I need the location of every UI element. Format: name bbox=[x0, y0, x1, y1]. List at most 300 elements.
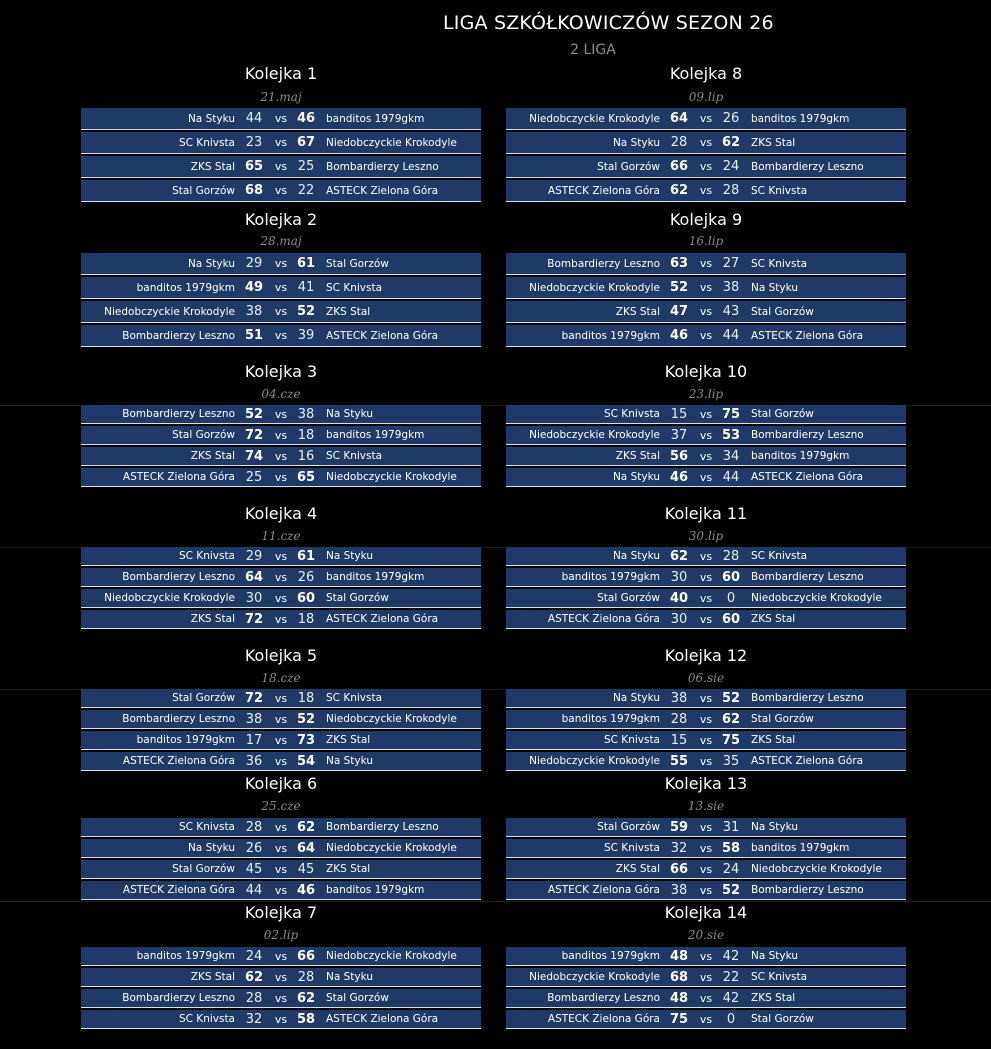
vs-label: vs bbox=[699, 550, 713, 563]
home-team: banditos 1979gkm bbox=[561, 950, 660, 962]
vs-label: vs bbox=[699, 408, 713, 421]
away-score: 28 bbox=[722, 183, 740, 198]
home-team: ZKS Stal bbox=[615, 863, 660, 875]
away-score: 18 bbox=[297, 428, 315, 443]
home-team: Stal Gorzów bbox=[172, 185, 235, 197]
round-title: Kolejka 12 bbox=[664, 646, 748, 665]
home-team: ZKS Stal bbox=[615, 450, 660, 462]
away-team: SC Knivsta bbox=[751, 971, 808, 983]
vs-label: vs bbox=[699, 842, 713, 855]
match-row bbox=[506, 447, 906, 466]
round-title: Kolejka 5 bbox=[244, 646, 318, 665]
home-team: ASTECK Zielona Góra bbox=[122, 884, 235, 896]
away-score: 75 bbox=[721, 733, 741, 748]
vs-label: vs bbox=[699, 971, 713, 984]
vs-label: vs bbox=[699, 471, 713, 484]
home-score: 46 bbox=[669, 470, 689, 485]
vs-label: vs bbox=[274, 471, 288, 484]
match-row bbox=[506, 710, 906, 729]
away-score: 60 bbox=[721, 612, 741, 627]
home-team: ZKS Stal bbox=[190, 971, 235, 983]
away-score: 22 bbox=[722, 970, 740, 985]
away-score: 61 bbox=[296, 549, 316, 564]
home-team: banditos 1979gkm bbox=[136, 950, 235, 962]
home-team: Niedobczyckie Krokodyle bbox=[529, 429, 660, 441]
away-score: 41 bbox=[297, 280, 315, 295]
vs-label: vs bbox=[274, 305, 288, 318]
away-team: ZKS Stal bbox=[751, 613, 796, 625]
away-score: 45 bbox=[297, 862, 315, 877]
away-score: 52 bbox=[296, 304, 316, 319]
home-score: 28 bbox=[670, 135, 688, 150]
match-row bbox=[81, 301, 481, 323]
away-score: 18 bbox=[297, 612, 315, 627]
away-score: 73 bbox=[296, 733, 316, 748]
vs-label: vs bbox=[274, 136, 288, 149]
home-team: Bombardierzy Leszno bbox=[547, 992, 660, 1004]
away-score: 44 bbox=[722, 470, 740, 485]
home-score: 15 bbox=[670, 733, 688, 748]
round-date: 30.lip bbox=[688, 529, 724, 543]
match-row bbox=[506, 989, 906, 1008]
home-score: 63 bbox=[669, 256, 689, 271]
round-title: Kolejka 9 bbox=[669, 210, 743, 229]
round-date: 09.lip bbox=[688, 90, 724, 104]
away-score: 60 bbox=[296, 591, 316, 606]
away-team: banditos 1979gkm bbox=[326, 884, 425, 896]
vs-label: vs bbox=[274, 257, 288, 270]
match-row bbox=[81, 405, 481, 424]
home-team: banditos 1979gkm bbox=[561, 713, 660, 725]
home-team: banditos 1979gkm bbox=[561, 571, 660, 583]
away-team: Bombardierzy Leszno bbox=[326, 161, 439, 173]
home-team: Bombardierzy Leszno bbox=[547, 258, 660, 270]
round-date: 06.sie bbox=[687, 671, 725, 685]
home-score: 68 bbox=[669, 970, 689, 985]
away-score: 31 bbox=[722, 820, 740, 835]
home-team: SC Knivsta bbox=[178, 1013, 235, 1025]
home-team: banditos 1979gkm bbox=[561, 330, 660, 342]
home-team: ZKS Stal bbox=[190, 161, 235, 173]
match-row bbox=[506, 1010, 906, 1029]
away-score: 62 bbox=[296, 820, 316, 835]
home-score: 49 bbox=[244, 280, 264, 295]
away-score: 26 bbox=[722, 111, 740, 126]
away-score: 28 bbox=[722, 549, 740, 564]
vs-label: vs bbox=[274, 755, 288, 768]
away-score: 52 bbox=[721, 691, 741, 706]
match-row bbox=[506, 589, 906, 608]
round-date: 04.cze bbox=[261, 387, 301, 401]
away-score: 75 bbox=[721, 407, 741, 422]
away-score: 42 bbox=[722, 991, 740, 1006]
away-score: 62 bbox=[721, 135, 741, 150]
match-row bbox=[506, 301, 906, 323]
home-score: 32 bbox=[245, 1012, 263, 1027]
away-team: Bombardierzy Leszno bbox=[326, 821, 439, 833]
match-row bbox=[81, 132, 481, 154]
away-score: 39 bbox=[297, 328, 315, 343]
home-score: 28 bbox=[245, 820, 263, 835]
home-score: 30 bbox=[245, 591, 263, 606]
match-row bbox=[81, 818, 481, 837]
away-score: 26 bbox=[297, 570, 315, 585]
away-score: 67 bbox=[296, 135, 316, 150]
home-score: 51 bbox=[244, 328, 264, 343]
round-date: 25.cze bbox=[261, 799, 301, 813]
vs-label: vs bbox=[699, 863, 713, 876]
away-team: SC Knivsta bbox=[326, 450, 383, 462]
vs-label: vs bbox=[699, 112, 713, 125]
away-score: 61 bbox=[296, 256, 316, 271]
home-team: banditos 1979gkm bbox=[136, 734, 235, 746]
home-score: 66 bbox=[669, 862, 689, 877]
home-score: 36 bbox=[245, 754, 263, 769]
round-title: Kolejka 2 bbox=[244, 210, 318, 229]
vs-label: vs bbox=[699, 281, 713, 294]
home-score: 47 bbox=[669, 304, 689, 319]
away-score: 46 bbox=[296, 111, 316, 126]
home-score: 74 bbox=[244, 449, 264, 464]
match-row bbox=[506, 132, 906, 154]
away-team: ASTECK Zielona Góra bbox=[751, 330, 864, 342]
home-score: 29 bbox=[245, 549, 263, 564]
round-date: 20.sie bbox=[687, 928, 725, 942]
away-score: 34 bbox=[722, 449, 740, 464]
away-score: 52 bbox=[296, 712, 316, 727]
vs-label: vs bbox=[274, 692, 288, 705]
away-team: ZKS Stal bbox=[326, 306, 371, 318]
home-score: 46 bbox=[669, 328, 689, 343]
away-team: banditos 1979gkm bbox=[326, 571, 425, 583]
vs-label: vs bbox=[274, 884, 288, 897]
vs-label: vs bbox=[274, 450, 288, 463]
match-row bbox=[506, 731, 906, 750]
home-team: SC Knivsta bbox=[603, 734, 660, 746]
away-score: 46 bbox=[296, 883, 316, 898]
away-team: Stal Gorzów bbox=[751, 306, 814, 318]
home-team: ZKS Stal bbox=[615, 306, 660, 318]
match-row bbox=[81, 710, 481, 729]
vs-label: vs bbox=[274, 329, 288, 342]
home-team: Niedobczyckie Krokodyle bbox=[104, 306, 235, 318]
away-score: 0 bbox=[726, 1012, 736, 1027]
home-score: 38 bbox=[670, 691, 688, 706]
home-score: 62 bbox=[669, 549, 689, 564]
home-team: Bombardierzy Leszno bbox=[122, 713, 235, 725]
home-score: 64 bbox=[244, 570, 264, 585]
away-team: ASTECK Zielona Góra bbox=[326, 330, 439, 342]
home-score: 48 bbox=[669, 949, 689, 964]
match-row bbox=[81, 253, 481, 275]
home-team: ASTECK Zielona Góra bbox=[547, 1013, 660, 1025]
match-row bbox=[506, 426, 906, 445]
away-team: Bombardierzy Leszno bbox=[751, 571, 864, 583]
vs-label: vs bbox=[699, 692, 713, 705]
match-row bbox=[81, 589, 481, 608]
home-team: Na Styku bbox=[187, 258, 235, 270]
match-row bbox=[506, 547, 906, 566]
home-team: SC Knivsta bbox=[603, 842, 660, 854]
vs-label: vs bbox=[699, 136, 713, 149]
away-team: Niedobczyckie Krokodyle bbox=[751, 592, 882, 604]
match-row bbox=[81, 108, 481, 130]
home-team: ZKS Stal bbox=[190, 450, 235, 462]
home-team: ASTECK Zielona Góra bbox=[547, 185, 660, 197]
away-team: ZKS Stal bbox=[326, 734, 371, 746]
match-row bbox=[81, 568, 481, 587]
home-score: 15 bbox=[670, 407, 688, 422]
home-score: 52 bbox=[244, 407, 264, 422]
vs-label: vs bbox=[699, 1013, 713, 1026]
away-team: ASTECK Zielona Góra bbox=[326, 185, 439, 197]
away-team: Niedobczyckie Krokodyle bbox=[751, 863, 882, 875]
away-score: 66 bbox=[296, 949, 316, 964]
home-score: 37 bbox=[670, 428, 688, 443]
home-team: ASTECK Zielona Góra bbox=[122, 755, 235, 767]
match-row bbox=[506, 818, 906, 837]
page-title: LIGA SZKÓŁKOWICZÓW SEZON 26 bbox=[443, 12, 774, 34]
away-score: 52 bbox=[721, 883, 741, 898]
match-row bbox=[81, 180, 481, 202]
away-team: ZKS Stal bbox=[751, 137, 796, 149]
away-team: Bombardierzy Leszno bbox=[751, 429, 864, 441]
home-score: 38 bbox=[245, 304, 263, 319]
match-row bbox=[81, 989, 481, 1008]
away-team: Stal Gorzów bbox=[751, 1013, 814, 1025]
home-team: Stal Gorzów bbox=[597, 161, 660, 173]
match-row bbox=[81, 426, 481, 445]
away-team: Niedobczyckie Krokodyle bbox=[326, 713, 457, 725]
match-row bbox=[81, 947, 481, 966]
round-title: Kolejka 10 bbox=[664, 362, 748, 381]
match-row bbox=[506, 860, 906, 879]
home-team: Na Styku bbox=[612, 550, 660, 562]
vs-label: vs bbox=[274, 160, 288, 173]
round-title: Kolejka 7 bbox=[244, 903, 318, 922]
vs-label: vs bbox=[274, 950, 288, 963]
round-title: Kolejka 11 bbox=[664, 504, 748, 523]
away-score: 27 bbox=[722, 256, 740, 271]
match-row bbox=[506, 180, 906, 202]
vs-label: vs bbox=[699, 592, 713, 605]
away-team: Bombardierzy Leszno bbox=[751, 692, 864, 704]
away-score: 58 bbox=[296, 1012, 316, 1027]
match-row bbox=[81, 752, 481, 771]
vs-label: vs bbox=[699, 713, 713, 726]
home-score: 48 bbox=[669, 991, 689, 1006]
match-row bbox=[506, 839, 906, 858]
round-title: Kolejka 14 bbox=[664, 903, 748, 922]
match-row bbox=[506, 156, 906, 178]
home-team: Bombardierzy Leszno bbox=[122, 330, 235, 342]
away-score: 25 bbox=[297, 159, 315, 174]
home-score: 24 bbox=[245, 949, 263, 964]
vs-label: vs bbox=[699, 992, 713, 1005]
away-team: Bombardierzy Leszno bbox=[751, 884, 864, 896]
match-row bbox=[506, 468, 906, 487]
home-team: Stal Gorzów bbox=[172, 863, 235, 875]
match-row bbox=[81, 881, 481, 900]
away-team: banditos 1979gkm bbox=[751, 450, 850, 462]
home-score: 45 bbox=[245, 862, 263, 877]
away-score: 42 bbox=[722, 949, 740, 964]
match-row bbox=[81, 731, 481, 750]
vs-label: vs bbox=[274, 971, 288, 984]
round-date: 02.lip bbox=[263, 928, 299, 942]
vs-label: vs bbox=[699, 429, 713, 442]
vs-label: vs bbox=[274, 863, 288, 876]
home-score: 72 bbox=[244, 612, 264, 627]
away-score: 64 bbox=[296, 841, 316, 856]
match-row bbox=[506, 689, 906, 708]
away-team: banditos 1979gkm bbox=[326, 429, 425, 441]
home-team: ASTECK Zielona Góra bbox=[122, 471, 235, 483]
away-score: 62 bbox=[296, 991, 316, 1006]
match-row bbox=[506, 108, 906, 130]
round-title: Kolejka 6 bbox=[244, 774, 318, 793]
away-team: Stal Gorzów bbox=[326, 258, 389, 270]
home-team: Stal Gorzów bbox=[597, 592, 660, 604]
away-team: Na Styku bbox=[751, 950, 799, 962]
match-row bbox=[506, 277, 906, 299]
home-team: Stal Gorzów bbox=[172, 429, 235, 441]
home-team: Stal Gorzów bbox=[172, 692, 235, 704]
away-score: 18 bbox=[297, 691, 315, 706]
vs-label: vs bbox=[699, 184, 713, 197]
away-score: 65 bbox=[296, 470, 316, 485]
home-score: 32 bbox=[670, 841, 688, 856]
away-score: 35 bbox=[722, 754, 740, 769]
vs-label: vs bbox=[699, 755, 713, 768]
home-score: 65 bbox=[244, 159, 264, 174]
away-team: Na Styku bbox=[326, 408, 374, 420]
home-team: Na Styku bbox=[612, 692, 660, 704]
home-team: Na Styku bbox=[612, 471, 660, 483]
home-score: 56 bbox=[669, 449, 689, 464]
round-date: 28.maj bbox=[260, 234, 302, 248]
vs-label: vs bbox=[274, 734, 288, 747]
home-score: 59 bbox=[669, 820, 689, 835]
match-row bbox=[81, 277, 481, 299]
home-team: SC Knivsta bbox=[178, 821, 235, 833]
match-row bbox=[506, 968, 906, 987]
away-team: ASTECK Zielona Góra bbox=[326, 1013, 439, 1025]
vs-label: vs bbox=[274, 571, 288, 584]
away-score: 38 bbox=[297, 407, 315, 422]
away-score: 24 bbox=[722, 159, 740, 174]
vs-label: vs bbox=[699, 884, 713, 897]
away-score: 16 bbox=[297, 449, 315, 464]
away-team: banditos 1979gkm bbox=[751, 113, 850, 125]
vs-label: vs bbox=[274, 613, 288, 626]
round-date: 11.cze bbox=[261, 529, 301, 543]
home-team: Niedobczyckie Krokodyle bbox=[529, 113, 660, 125]
home-team: SC Knivsta bbox=[178, 137, 235, 149]
home-score: 29 bbox=[245, 256, 263, 271]
match-row bbox=[81, 547, 481, 566]
home-score: 26 bbox=[245, 841, 263, 856]
vs-label: vs bbox=[699, 613, 713, 626]
home-team: Bombardierzy Leszno bbox=[122, 408, 235, 420]
home-team: ASTECK Zielona Góra bbox=[547, 613, 660, 625]
match-row bbox=[81, 860, 481, 879]
vs-label: vs bbox=[699, 305, 713, 318]
home-team: Niedobczyckie Krokodyle bbox=[529, 971, 660, 983]
away-team: SC Knivsta bbox=[751, 185, 808, 197]
match-row bbox=[81, 447, 481, 466]
away-team: Na Styku bbox=[326, 550, 374, 562]
vs-label: vs bbox=[699, 734, 713, 747]
match-row bbox=[506, 752, 906, 771]
away-team: Stal Gorzów bbox=[751, 713, 814, 725]
home-score: 44 bbox=[245, 883, 263, 898]
vs-label: vs bbox=[699, 329, 713, 342]
vs-label: vs bbox=[274, 184, 288, 197]
vs-label: vs bbox=[699, 257, 713, 270]
away-team: Niedobczyckie Krokodyle bbox=[326, 950, 457, 962]
league-name bbox=[443, 42, 743, 58]
home-score: 75 bbox=[669, 1012, 689, 1027]
home-score: 28 bbox=[670, 712, 688, 727]
vs-label: vs bbox=[274, 713, 288, 726]
away-team: Na Styku bbox=[751, 821, 799, 833]
section-divider bbox=[0, 901, 991, 902]
match-row bbox=[81, 689, 481, 708]
away-team: Stal Gorzów bbox=[326, 992, 389, 1004]
vs-label: vs bbox=[274, 550, 288, 563]
away-team: Niedobczyckie Krokodyle bbox=[326, 471, 457, 483]
home-score: 28 bbox=[245, 991, 263, 1006]
home-score: 30 bbox=[670, 570, 688, 585]
match-row bbox=[81, 468, 481, 487]
home-team: Na Styku bbox=[187, 842, 235, 854]
match-row bbox=[506, 325, 906, 347]
vs-label: vs bbox=[274, 408, 288, 421]
vs-label: vs bbox=[274, 592, 288, 605]
away-score: 22 bbox=[297, 183, 315, 198]
match-row bbox=[81, 610, 481, 629]
home-score: 62 bbox=[244, 970, 264, 985]
vs-label: vs bbox=[274, 821, 288, 834]
vs-label: vs bbox=[699, 450, 713, 463]
home-team: ZKS Stal bbox=[190, 613, 235, 625]
home-score: 62 bbox=[669, 183, 689, 198]
away-score: 54 bbox=[296, 754, 316, 769]
away-score: 28 bbox=[297, 970, 315, 985]
home-score: 25 bbox=[245, 470, 263, 485]
match-row bbox=[81, 839, 481, 858]
home-score: 72 bbox=[244, 691, 264, 706]
round-title: Kolejka 13 bbox=[664, 774, 748, 793]
away-team: Stal Gorzów bbox=[751, 408, 814, 420]
away-score: 60 bbox=[721, 570, 741, 585]
home-team: banditos 1979gkm bbox=[136, 282, 235, 294]
away-score: 38 bbox=[722, 280, 740, 295]
home-score: 66 bbox=[669, 159, 689, 174]
home-score: 30 bbox=[670, 612, 688, 627]
home-team: Na Styku bbox=[612, 137, 660, 149]
home-team: Niedobczyckie Krokodyle bbox=[529, 755, 660, 767]
vs-label: vs bbox=[699, 571, 713, 584]
match-row bbox=[81, 968, 481, 987]
away-team: Niedobczyckie Krokodyle bbox=[326, 137, 457, 149]
home-score: 55 bbox=[669, 754, 689, 769]
home-score: 17 bbox=[245, 733, 263, 748]
away-team: ZKS Stal bbox=[751, 734, 796, 746]
home-score: 72 bbox=[244, 428, 264, 443]
match-row bbox=[81, 325, 481, 347]
